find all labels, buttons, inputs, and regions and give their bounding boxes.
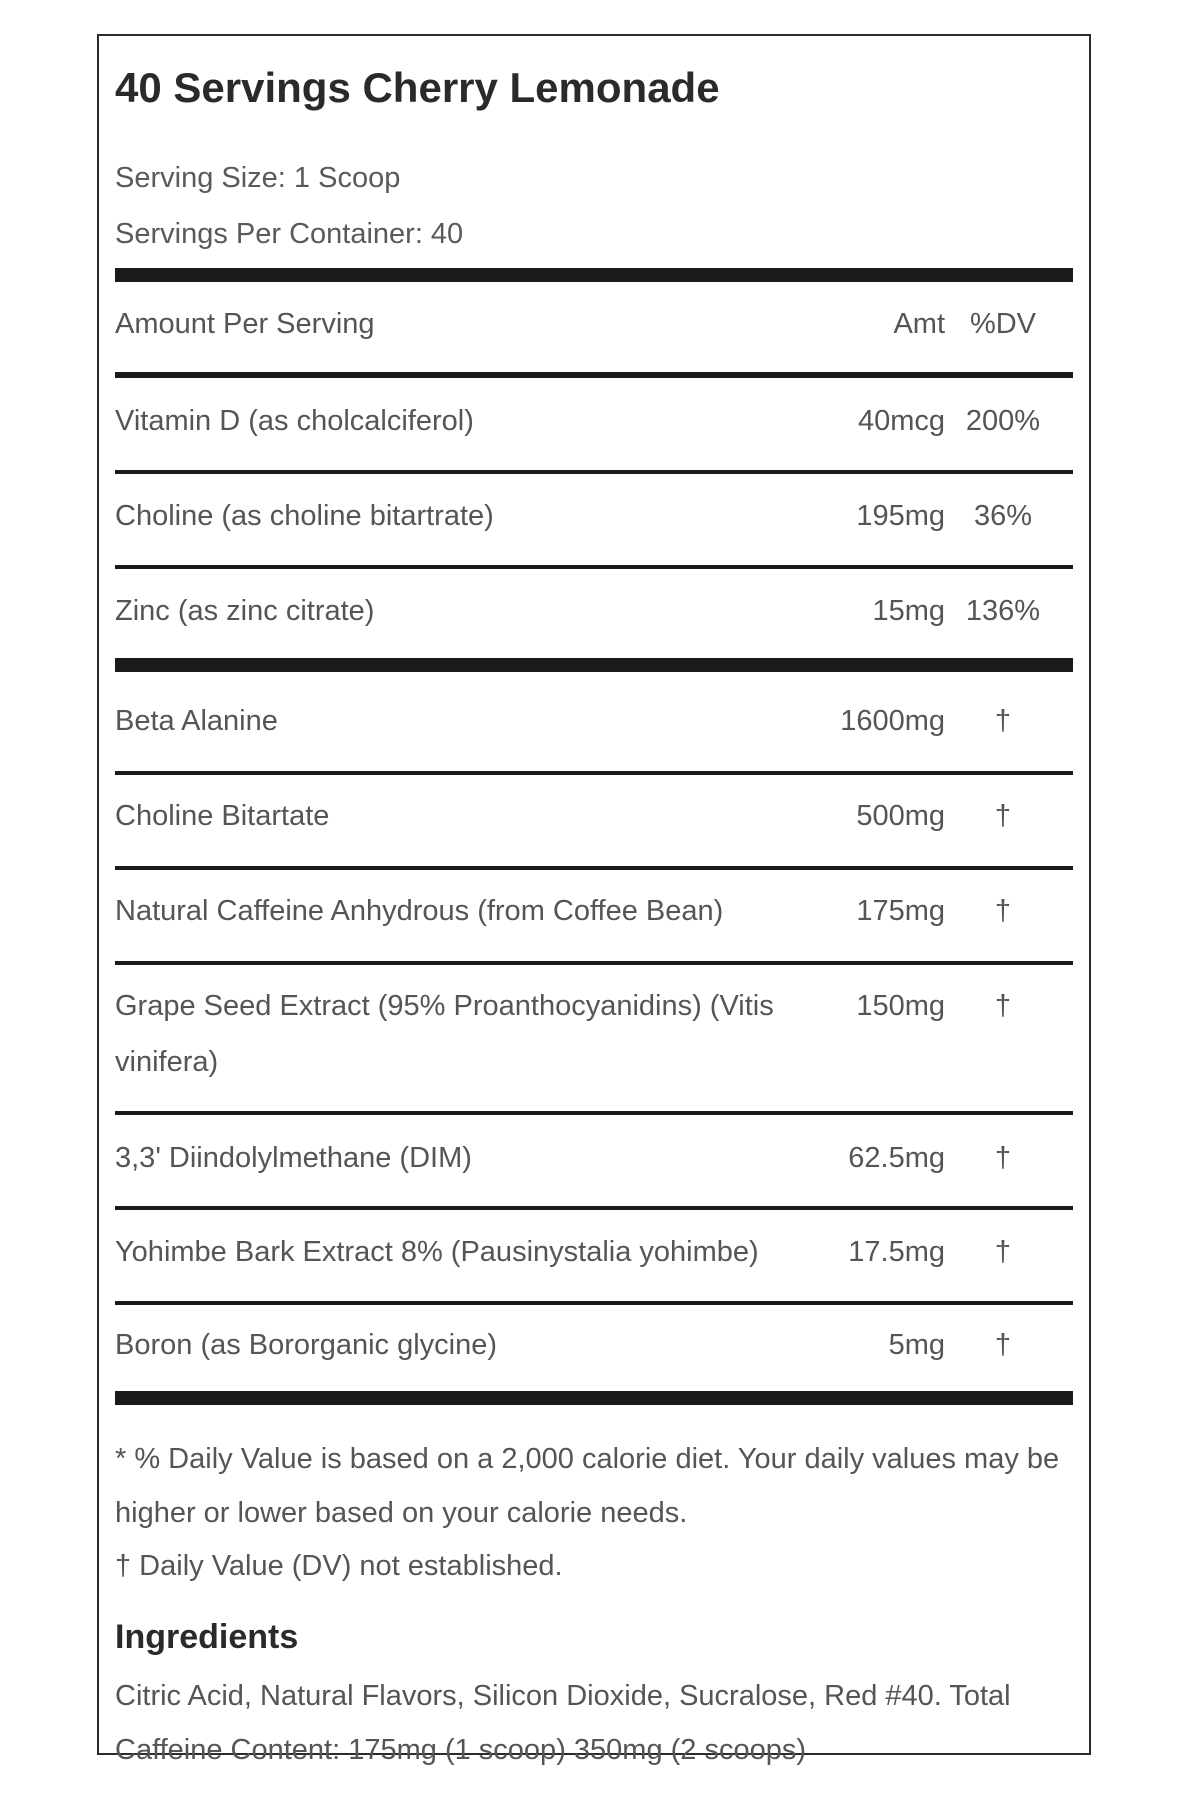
ingredient-name: Natural Caffeine Anhydrous (from Coffee Bean) — [115, 895, 724, 927]
dagger-marker: † — [994, 800, 1012, 832]
ingredients-text: Citric Acid, Natural Flavors, Silicon Dioxide, Sucralose, Red #40. Total Caffeine Content: 175mg (1 scoop) 350mg (2 scoops) — [115, 1680, 1011, 1766]
ingredient-name: Grape Seed Extract (95% Proanthocyanidins) (Vitis vinifera) — [115, 990, 774, 1078]
dagger-marker: † — [994, 895, 1012, 927]
divider-thin — [115, 1111, 1073, 1115]
dagger-marker: † — [994, 705, 1012, 737]
ingredient-name: Choline Bitartate — [115, 800, 330, 832]
nutrient-name: Choline (as choline bitartrate) — [115, 500, 494, 532]
ingredient-name: 3,3' Diindolylmethane (DIM) — [115, 1142, 472, 1174]
ingredient-name: Yohimbe Bark Extract 8% (Pausinystalia yohimbe) — [115, 1236, 759, 1268]
serving-size: Serving Size: 1 Scoop — [115, 162, 401, 194]
ingredient-amount: 1600mg — [840, 705, 945, 737]
header-dv: %DV — [969, 308, 1037, 340]
nutrient-dv: 200% — [965, 405, 1041, 437]
divider-thin — [115, 961, 1073, 965]
dagger-marker: † — [994, 990, 1012, 1022]
dagger-marker: † — [994, 1329, 1012, 1361]
ingredient-amount: 500mg — [856, 800, 945, 832]
servings-per-container: Servings Per Container: 40 — [115, 218, 464, 250]
ingredient-amount: 175mg — [856, 895, 945, 927]
divider-thick — [115, 1391, 1073, 1405]
nutrient-name: Zinc (as zinc citrate) — [115, 595, 375, 627]
ingredient-amount: 17.5mg — [848, 1236, 945, 1268]
daily-value-footnote: * % Daily Value is based on a 2,000 calorie diet. Your daily values may be higher or lower based on your calorie needs. — [115, 1443, 1060, 1529]
nutrient-dv: 36% — [973, 500, 1033, 532]
divider-thick — [115, 268, 1073, 282]
divider-thick — [115, 658, 1073, 672]
nutrient-amount: 40mcg — [857, 405, 945, 437]
nutrient-name: Vitamin D (as cholcalciferol) — [115, 405, 474, 437]
ingredient-amount: 62.5mg — [848, 1142, 945, 1174]
divider-thin — [115, 470, 1073, 474]
divider-thin — [115, 1206, 1073, 1210]
product-title: 40 Servings Cherry Lemonade — [115, 64, 720, 111]
dagger-marker: † — [994, 1142, 1012, 1174]
ingredient-name: Beta Alanine — [115, 705, 278, 737]
header-amt: Amt — [893, 308, 945, 340]
nutrient-amount: 195mg — [856, 500, 945, 532]
dagger-footnote: † Daily Value (DV) not established. — [115, 1550, 563, 1582]
ingredient-amount: 5mg — [888, 1329, 945, 1361]
divider-thin — [115, 866, 1073, 870]
ingredients-heading: Ingredients — [115, 1618, 299, 1656]
ingredient-amount: 150mg — [856, 990, 945, 1022]
nutrient-dv: 136% — [965, 595, 1041, 627]
divider-medium — [115, 372, 1073, 378]
supplement-facts-panel — [97, 34, 1091, 1766]
dagger-marker: † — [994, 1236, 1012, 1268]
ingredient-name: Boron (as Bororganic glycine) — [115, 1329, 498, 1361]
divider-thin — [115, 771, 1073, 775]
divider-thin — [115, 565, 1073, 569]
header-amount-per-serving: Amount Per Serving — [115, 308, 375, 340]
nutrient-amount: 15mg — [872, 595, 945, 627]
divider-thin — [115, 1301, 1073, 1305]
